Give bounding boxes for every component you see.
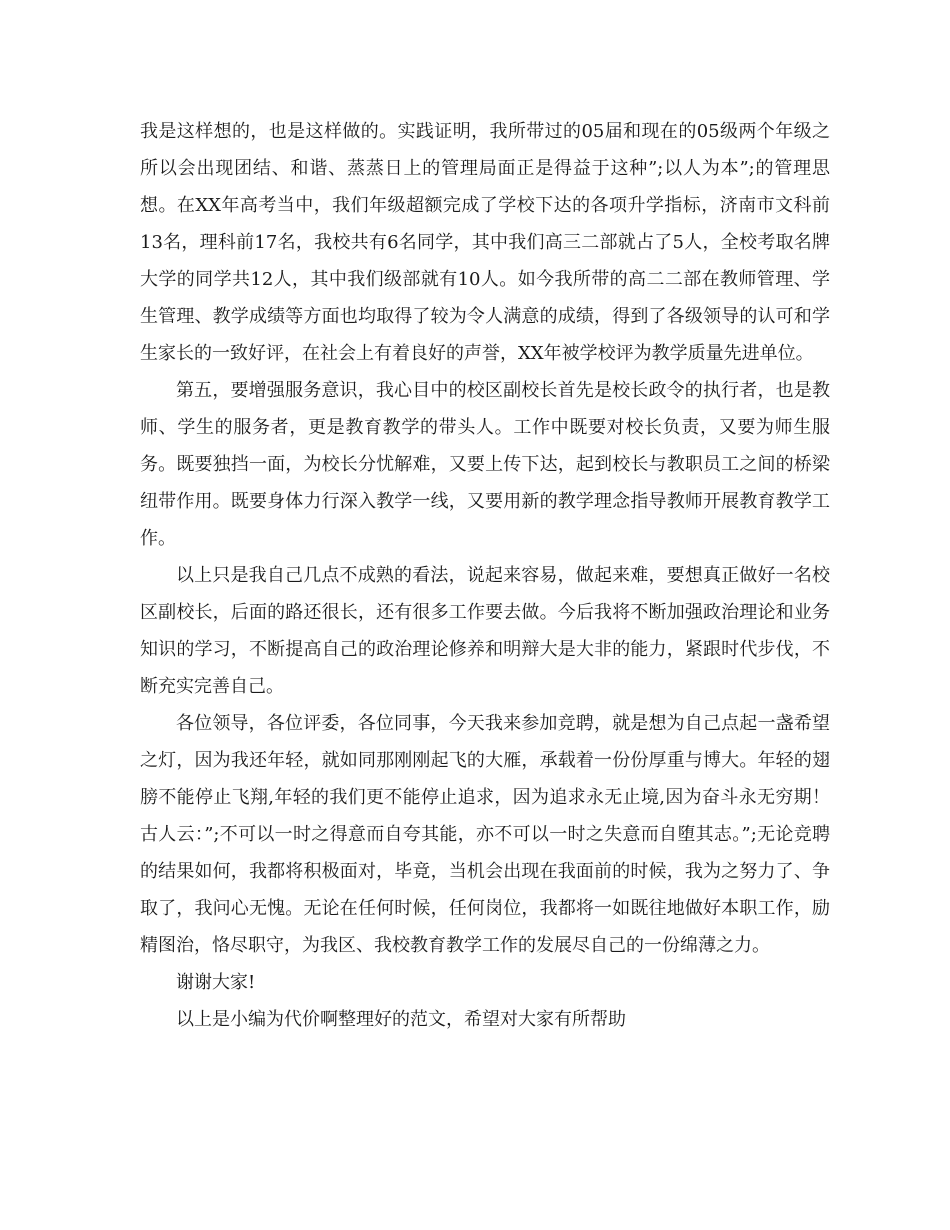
paragraph-3: 以上只是我自己几点不成熟的看法，说起来容易，做起来难，要想真正做好一名校区副校长，后面的路还很长，还有很多工作要去做。今后我将不断加强政治理论和业务知识的学习，不断提高自己的政治理论修养和明辩大是大非的能力，紧跟时代步伐，不断充实完善自己。: [140, 565, 830, 697]
document-body: [140, 113, 830, 1038]
paragraph-2: 第五，要增强服务意识，我心目中的校区副校长首先是校长政令的执行者，也是教师、学生的服务者，更是教育教学的带头人。工作中既要对校长负责，又要为师生服务。既要独挡一面，为校长分忧解难，又要上传下达，起到校长与教职员工之间的桥梁纽带作用。既要身体力行深入教学一线，又要用新的教学理念指导教师开展教育教学工作。: [140, 380, 830, 549]
paragraph-4: 各位领导，各位评委，各位同事，今天我来参加竞聘，就是想为自己点起一盏希望之灯，因为我还年轻，就如同那刚刚起飞的大雁，承载着一份份厚重与博大。年轻的翅膀不能停止飞翔,年轻的我们更不能停止追求，因为追求永无止境,因为奋斗永无穷期！古人云：”;不可以一时之得意而自夸其能，亦不可以一时之失意而自堕其志。”;无论竞聘的结果如何，我都将积极面对，毕竟，当机会出现在我面前的时候，我为之努力了、争取了，我问心无愧。无论在任何时候，任何岗位，我都将一如既往地做好本职工作，励精图治，恪尽职守，为我区、我校教育教学工作的发展尽自己的一份绵薄之力。: [140, 713, 830, 956]
paragraph-1: 我是这样想的，也是这样做的。实践证明，我所带过的05届和现在的05级两个年级之所以会出现团结、和谐、蒸蒸日上的管理局面正是得益于这种”;以人为本”;的管理思想。在XX年高考当中，我们年级超额完成了学校下达的各项升学指标，济南市文科前13名，理科前17名，我校共有6名同学，其中我们高三二部就占了5人，全校考取名牌大学的同学共12人，其中我们级部就有10人。如今我所带的高二二部在教师管理、学生管理、教学成绩等方面也均取得了较为令人满意的成绩，得到了各级领导的认可和学生家长的一致好评，在社会上有着良好的声誉，XX年被学校评为教学质量先进单位。: [140, 121, 830, 364]
paragraph-closing-note: 以上是小编为代价啊整理好的范文，希望对大家有所帮助: [176, 1009, 626, 1030]
paragraph-thanks: 谢谢大家!: [176, 972, 256, 993]
